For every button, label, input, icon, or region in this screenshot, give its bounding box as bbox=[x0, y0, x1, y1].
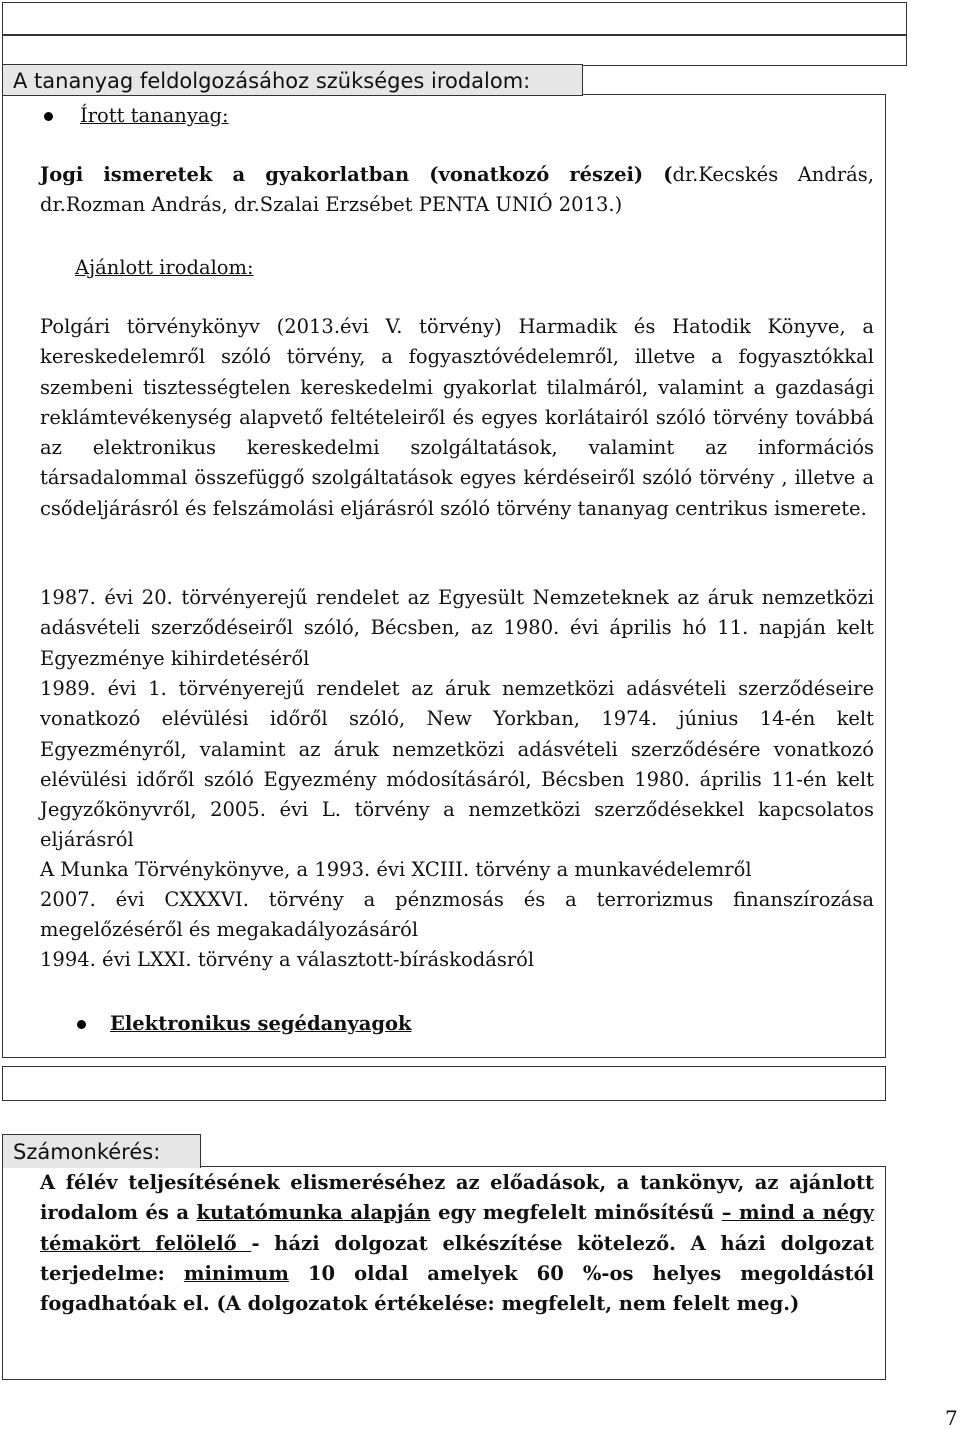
recommended-p5: 1994. évi LXXI. törvény a választott-bíráskodásról bbox=[40, 948, 535, 971]
page-number: 7 bbox=[945, 1406, 958, 1430]
recommended-p3: A Munka Törvénykönyve, a 1993. évi XCIII. törvény a munkavédelemről bbox=[40, 858, 752, 881]
assessment-text bbox=[40, 1168, 874, 1319]
recommended-label: Ajánlott irodalom: bbox=[75, 256, 254, 279]
empty-row bbox=[2, 1066, 886, 1101]
assessment-t2: egy megfelelt minősítésű bbox=[430, 1201, 722, 1225]
top-empty-row bbox=[2, 2, 907, 36]
assessment-t3: - házi dolgozat elkészítése kötelező. A házi dolgozat terjedelme: bbox=[40, 1231, 875, 1285]
main-book-title: Jogi ismeretek a gyakorlatban (vonatkozó részei) ( bbox=[40, 163, 673, 186]
recommended-p0: Polgári törvénykönyv (2013.évi V. törvény) Harmadik és Hatodik Könyve, a kereskedelemről szóló törvény, a fogyasztóvédelemről, illetve a fogyasztókkal szembeni tisztességtelen kereskedelmi gyakorlat tilalmáról, valamint a gazdasági reklámtevékenység alapvető feltételeiről és egyes korlátairól szóló törvény továbbá az elektronikus kereskedelmi szolgáltatások, valamint az információs társadalommal összefüggő szolgáltatások egyes kérdéseiről szóló törvény , illetve a csődeljárásról és felszámolási eljárásról szóló törvény tananyag centrikus ismerete. bbox=[40, 315, 874, 520]
assessment-t1: A félév teljesítésének elismeréséhez az előadások, a tankönyv, az ajánlott irodalom és a bbox=[40, 1171, 874, 1225]
recommended-p4: 2007. évi CXXXVI. törvény a pénzmosás és a terrorizmus finanszírozása megelőzéséről és megakadályozásáról bbox=[40, 888, 874, 942]
top-empty-row-2 bbox=[2, 34, 907, 66]
main-book-authors: dr.Kecskés András, dr.Rozman András, dr.Szalai Erzsébet PENTA UNIÓ 2013.) bbox=[40, 163, 874, 217]
assessment-u1: kutatómunka alapján bbox=[196, 1201, 431, 1225]
literature-header: A tananyag feldolgozásához szükséges irodalom: bbox=[2, 64, 583, 96]
main-book-reference bbox=[40, 160, 874, 221]
assessment-u2: – mind a négy témakört felölelő bbox=[40, 1201, 875, 1255]
bullet-icon bbox=[44, 112, 53, 121]
assessment-header: Számonkérés: bbox=[2, 1134, 201, 1168]
recommended-p2: 1989. évi 1. törvényerejű rendelet az áruk nemzetközi adásvételi szerződéseire vonatkozó elévülési időről szóló, New Yorkban, 1974. június 14-én kelt Egyezményről, valamint az áruk nemzetközi adásvételi szerződésére vonatkozó elévülési időről szóló Egyezmény módosításáról, Bécsben 1980. április 11-én kelt Jegyzőkönyvről, 2005. évi L. törvény a nemzetközi szerződésekkel kapcsolatos eljárásról bbox=[40, 677, 874, 852]
recommended-p1: 1987. évi 20. törvényerejű rendelet az Egyesült Nemzeteknek az áruk nemzetközi adásvételi szerződéseiről szóló, Bécsben, az 1980. évi április hó 11. napján kelt Egyezménye kihirdetéséről bbox=[40, 586, 874, 670]
assessment-u3: minimum bbox=[183, 1261, 289, 1285]
electronic-label: Elektronikus segédanyagok bbox=[110, 1012, 412, 1035]
written-material-label: Írott tananyag: bbox=[80, 104, 229, 127]
bullet-icon bbox=[77, 1020, 86, 1029]
assessment-t4: 10 oldal amelyek 60 %-os helyes megoldástól fogadhatóak el. (A dolgozatok értékelése: megfelelt, nem felelt meg.) bbox=[40, 1261, 874, 1316]
